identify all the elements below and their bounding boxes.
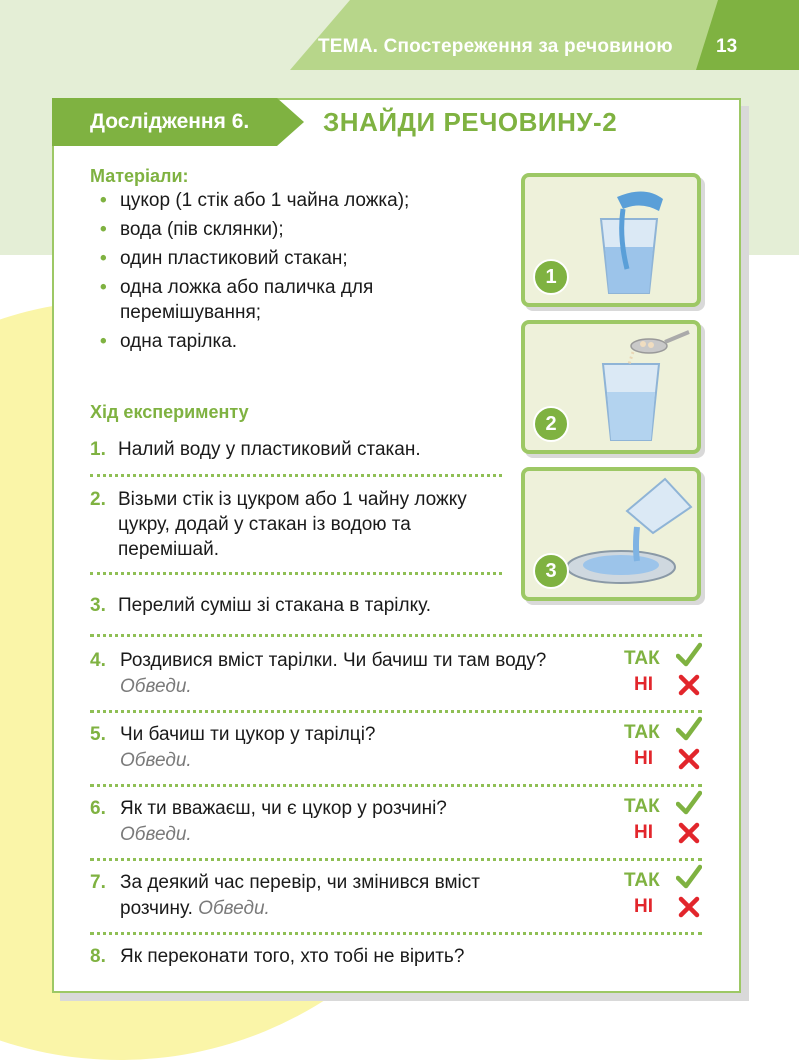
list-item: • один пластиковий стакан; — [100, 248, 348, 269]
photo-step-3 — [521, 467, 701, 601]
question-text: Як переконати того, хто тобі не вірить? — [120, 946, 465, 967]
divider — [90, 474, 502, 477]
question-4: 4. Роздивися вміст тарілки. Чи бачиш ти там воду? Обведи. — [90, 650, 547, 697]
question-hint: Обведи. — [120, 676, 192, 697]
check-icon[interactable] — [676, 642, 702, 668]
photo-badge: 2 — [533, 406, 569, 442]
list-item: • цукор (1 стік або 1 чайна ложка); — [100, 190, 410, 211]
check-icon[interactable] — [676, 790, 702, 816]
page-number: 13 — [716, 36, 738, 57]
question-8: 8. Як переконати того, хто тобі не вірить? — [90, 944, 650, 970]
photo-step-1 — [521, 173, 701, 307]
question-text: Як ти вважаєш, чи є цукор у розчині? — [120, 798, 447, 819]
divider — [90, 932, 702, 935]
question-hint: Обведи. — [120, 750, 192, 771]
divider — [90, 572, 502, 575]
photo-badge: 1 — [533, 259, 569, 295]
cross-icon[interactable] — [678, 822, 700, 844]
divider — [90, 634, 702, 637]
photo-badge: 3 — [533, 553, 569, 589]
materials-list — [100, 188, 500, 358]
cross-icon[interactable] — [678, 674, 700, 696]
question-7: 7. За деякий час перевір, чи змінився вміст розчину. Обведи. — [90, 872, 480, 919]
answer-choice-5 — [624, 722, 704, 774]
no-option[interactable]: НІ — [634, 896, 653, 917]
check-icon[interactable] — [676, 716, 702, 742]
list-item: • одна ложка або паличка для перемішування; — [100, 277, 374, 323]
topic-title: ТЕМА. Спостереження за речовиною — [318, 36, 673, 57]
question-hint: Обведи. — [120, 824, 192, 845]
experiment-heading: Хід експерименту — [90, 402, 249, 422]
step-3: 3. Перелий суміш зі стакана в тарілку. — [90, 595, 432, 616]
photo-step-2 — [521, 320, 701, 454]
question-6: 6. Як ти вважаєш, чи є цукор у розчині? Обведи. — [90, 798, 447, 845]
study-title: ЗНАЙДИ РЕЧОВИНУ-2 — [323, 107, 618, 137]
question-text: Роздивися вміст тарілки. Чи бачиш ти там воду? — [120, 650, 547, 671]
cross-icon[interactable] — [678, 896, 700, 918]
list-item: • вода (пів склянки); — [100, 219, 284, 240]
no-option[interactable]: НІ — [634, 822, 653, 843]
no-option[interactable]: НІ — [634, 674, 653, 695]
no-option[interactable]: НІ — [634, 748, 653, 769]
answer-choice-6 — [624, 796, 704, 848]
answer-choice-4 — [624, 648, 704, 700]
cross-icon[interactable] — [678, 748, 700, 770]
step-2: 2. Візьми стік із цукром або 1 чайну ложку цукру, додай у стакан із водою та перемішай. — [90, 489, 467, 560]
question-text: Чи бачиш ти цукор у тарілці? — [120, 724, 376, 745]
study-label: Дослідження 6. — [90, 110, 250, 133]
divider — [90, 710, 702, 713]
yes-option[interactable]: ТАК — [624, 796, 660, 817]
question-hint: Обведи. — [198, 898, 270, 919]
question-5: 5. Чи бачиш ти цукор у тарілці? Обведи. — [90, 724, 376, 771]
yes-option[interactable]: ТАК — [624, 722, 660, 743]
materials-heading: Матеріали: — [90, 166, 189, 186]
yes-option[interactable]: ТАК — [624, 870, 660, 891]
yes-option[interactable]: ТАК — [624, 648, 660, 669]
answer-choice-7 — [624, 870, 704, 922]
step-1: 1. Налий воду у пластиковий стакан. — [90, 439, 421, 460]
list-item: • одна тарілка. — [100, 331, 238, 352]
divider — [90, 858, 702, 861]
divider — [90, 784, 702, 787]
check-icon[interactable] — [676, 864, 702, 890]
question-text: За деякий час перевір, чи змінився вміст розчину. — [120, 872, 480, 919]
